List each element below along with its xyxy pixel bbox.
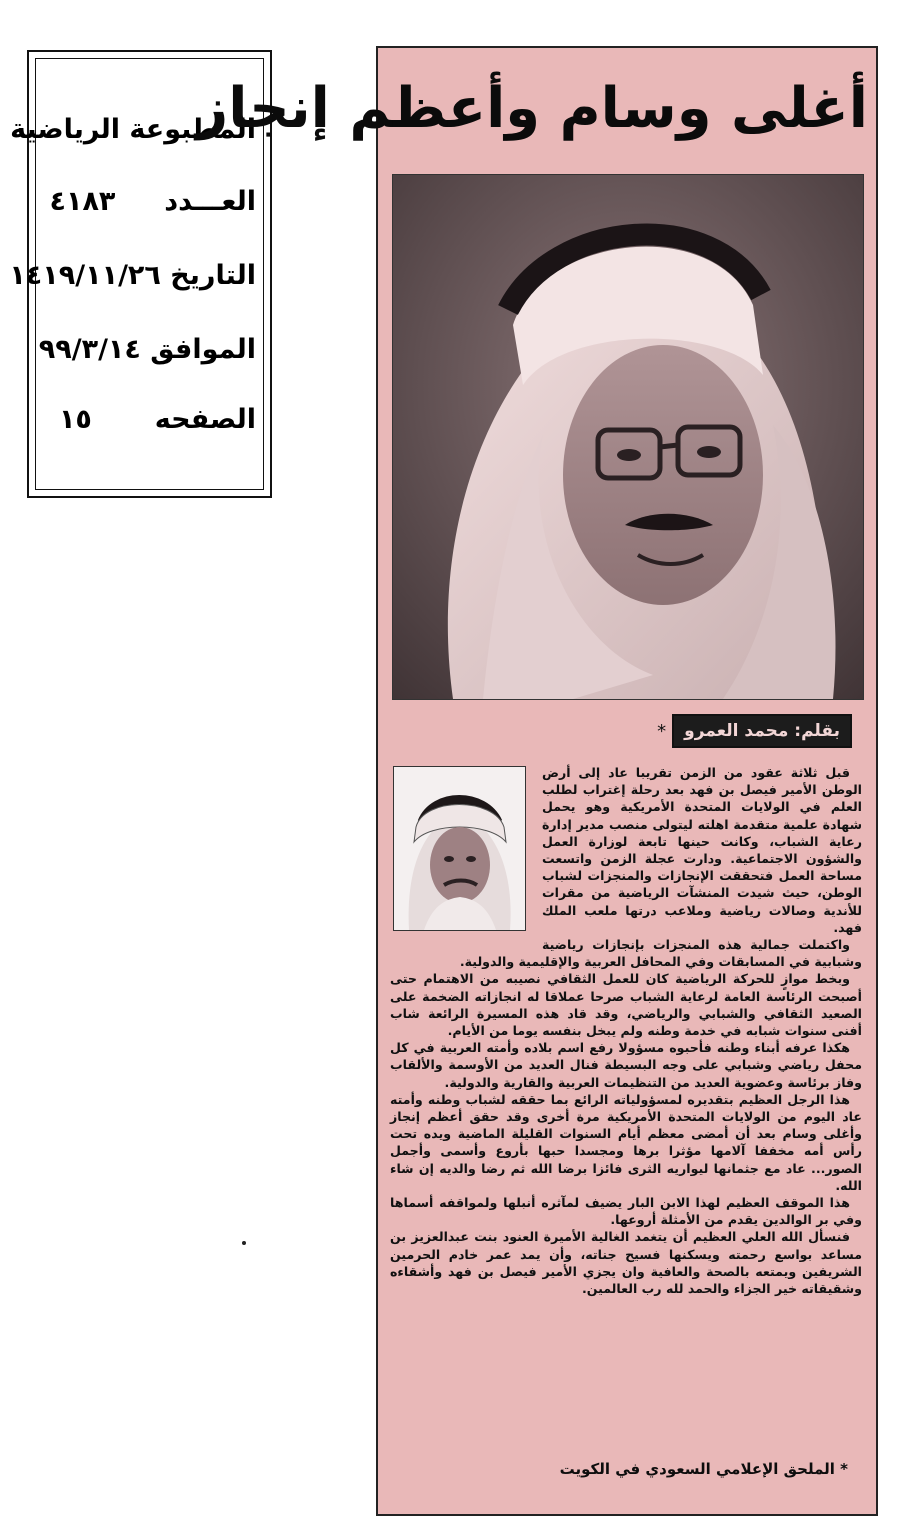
stamp-corresponding-row [39, 334, 256, 365]
article-paragraph-6: هذا الموقف العظيم لهذا الابن البار يضيف لمآثره أنبلها ولمواقفه أسماها وفي بر الوالدين يقدم من الأمثلة أروعها. [390, 1195, 862, 1228]
stamp-date-label: التاريخ [170, 260, 256, 291]
byline-marker: * [657, 721, 667, 742]
stamp-newspaper: المطبوعة الرياضية [10, 114, 256, 145]
article-paragraph-7: فنسأل الله العلي العظيم أن يتغمد الغالية الأميرة العنود بنت عبدالعزيز بن مساعد بواسع رحمته ويسكنها فسيح جناته، وأن يمد عمر خادم الحرمين الشريفين ويمتعه بالصحة والعافية وان يجزي الأمير فيصل بن فهد وأشقاءه وشقيقاته خير الجزاء والحمد لله رب العالمين. [390, 1229, 862, 1297]
article-paragraph-4: هكذا عرفه أبناء وطنه فأحبوه مسؤولا رفع اسم بلاده وأمته العربية في كل محفل رياضي وشبابي على وجه البسيطة فنال العديد من الأوسمة والألقاب وفاز برئاسة وعضوية العديد من التنظيمات العربية والقارية والدولية. [390, 1040, 862, 1090]
stamp-issue-row [49, 186, 256, 217]
main-portrait-photo [392, 174, 864, 700]
stamp-issue-label: العـــدد [164, 186, 256, 217]
article-paragraph-1: قبل ثلاثة عقود من الزمن تقريبا عاد إلى أرض الوطن الأمير فيصل بن فهد بعد رحلة إغتراب لطلب العلم في الولايات المتحدة الأمريكية وهو يحمل شهادة علمية متقدمة اهلته ليتولى منصب مدير إدارة رعاية الشباب، وكانت حينها تابعة لوزارة العمل والشؤون الاجتماعية. ودارت عجلة الزمن واتسعت مساحة العمل فتحققت الإنجازات والمنجزات لشباب الوطن، حيث شيدت المنشآت الرياضية من مقرات للأندية وصالات رياضية وملاعب درتها ملعب الملك فهد. [542, 765, 862, 935]
stamp-page-label: الصفحه [154, 404, 256, 435]
stamp-date-row [9, 260, 256, 291]
stamp-corresponding-label: الموافق [150, 334, 256, 365]
stamp-page-row [59, 404, 256, 435]
photo-float-spacer [390, 764, 536, 940]
byline-row [657, 714, 852, 748]
stamp-page-value: ١٥ [58, 404, 92, 435]
stamp-date-hijri: ١٤١٩/١١/٢٦ [9, 260, 161, 291]
article-signoff: * الملحق الإعلامي السعودي في الكويت [559, 1460, 848, 1478]
article-paragraph-2: واكتملت جمالية هذه المنجزات بإنجازات رياضية وشبابية في المسابقات وفي المحافل العربية والإقليمية والدولية. [459, 937, 862, 970]
article-paragraph-3: وبخط موازٍ للحركة الرياضية كان للعمل الثقافي نصيبه من الاهتمام حتى أصبحت الرئاسة العامة لرعاية الشباب صرحا عملاقا له انجازاته الضخمة على الصعيد الثقافي والشبابي والرياضي، وقد قاد هذه المسيرة الرائعة شاب أفنى سنوات شبابه في خدمة وطنه ولم يبخل بنفسه يوما من الأيام. [390, 971, 862, 1039]
stamp-date-gregorian: ٩٩/٣/١٤ [38, 334, 141, 365]
stamp-issue-value: ٤١٨٣ [49, 186, 116, 217]
main-portrait-illustration [393, 175, 863, 699]
article-paragraph-5: هذا الرجل العظيم بتقديره لمسؤولياته الرائع بما حققه لشباب وطنه وأمته عاد اليوم من الولايات المتحدة الأمريكية مرة أخرى وقد حقق أعظم إنجاز وأغلى وسام بعد أن أمضى معظم أيام السنوات القليلة الماضية ويده تحت رأس أمه مخففا آلامها مؤثرا برها ومجسدا حبها بأروع وأسمى وأجمل الصور... عاد مع جثمانها ليواريه الثرى فائزا برضا الله ثم رضا والديه إن شاء الله. [390, 1091, 862, 1193]
article-byline: بقلم: محمد العمرو [672, 714, 852, 748]
article-headline: أغلى وسام وأعظم إنجاز [196, 76, 868, 141]
stray-dot [242, 1241, 246, 1245]
article-body [390, 764, 862, 1297]
